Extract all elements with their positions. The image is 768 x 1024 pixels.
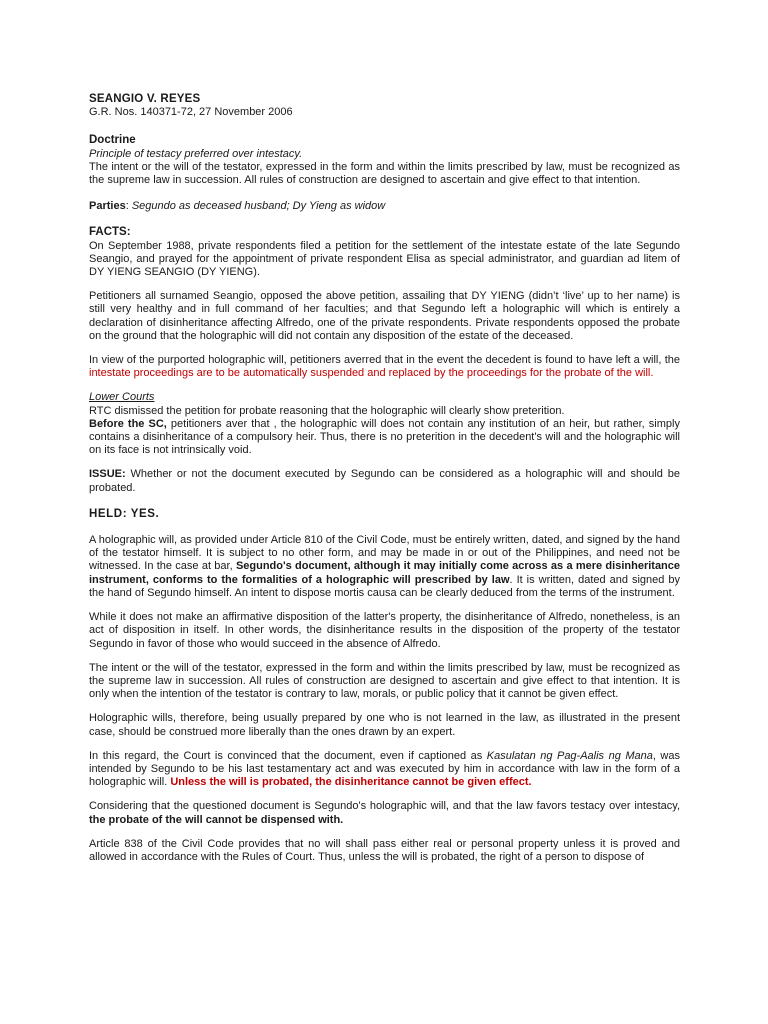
held-p5-document-title: Kasulatan ng Pag-Aalis ng Mana bbox=[486, 749, 653, 762]
facts-paragraph-2: Petitioners all surnamed Seangio, opposed the above petition, assailing that DY YIENG (didn’t ‘live’ up to her name) is still very healthy and in full command of her faculties; and that Segundo left a holographic will which is entirely a declaration of disinheritance affecting Alfredo, one of the private respondents. Private respondents opposed the probate on the ground that the holographic will did not contain any disposition of the estate of the deceased. bbox=[89, 290, 680, 342]
held-p1-emphasis: Segundo's document, although it may initially come across as a mere disinheritance instrument, conforms to the formalities of a holographic will prescribed by law bbox=[89, 560, 681, 586]
doctrine-text: The intent or the will of the testator, expressed in the form and within the limits prescribed by law, must be recognized as the supreme law in succession. All rules of construction are designed to ascertain and give effect to that intention. bbox=[89, 160, 680, 187]
parties-text: Segundo as deceased husband; Dy Yieng as widow bbox=[131, 200, 386, 213]
sc-text: petitioners aver that , the holographic will does not contain any institution of an heir, but rather, simply contains a disinheritance of a compulsory heir. Thus, there is no preterition in the decedent's will and the holographic will on its face is not intrinsically void. bbox=[89, 417, 680, 457]
facts-paragraph-3 bbox=[89, 354, 680, 380]
held-paragraph-4: Holographic wills, therefore, being usually prepared by one who is not learned in the law, as illustrated in the present case, should be construed more liberally than the ones drawn by an expert. bbox=[89, 712, 680, 738]
doctrine-heading: Doctrine bbox=[89, 134, 136, 147]
facts-paragraph-1: On September 1988, private respondents filed a petition for the settlement of the intestate estate of the late Segundo Seangio, and prayed for the appointment of private respondent Elisa as special administrator, and guardian ad litem of DY YIENG SEANGIO (DY YIENG). bbox=[89, 239, 680, 279]
rtc-ruling: RTC dismissed the petition for probate reasoning that the holographic will clearly show preterition. bbox=[89, 404, 565, 417]
lower-courts-heading: Lower Courts bbox=[89, 391, 155, 404]
held-p5-text-mid: , was intended by Segundo to be his last testamentary act and was executed by him in accordance with law in the form of a holographic will. bbox=[89, 749, 680, 789]
held-paragraph-7: Article 838 of the Civil Code provides that no will shall pass either real or personal property unless it is proved and allowed in accordance with the Rules of Court. Thus, unless the will is probated, the right of a person to dispose of bbox=[89, 837, 680, 863]
issue-paragraph bbox=[89, 468, 680, 494]
issue-label: ISSUE: bbox=[89, 468, 126, 481]
held-heading: HELD: YES. bbox=[89, 507, 160, 520]
held-paragraph-2: While it does not make an affirmative disposition of the latter's property, the disinheritance of Alfredo, nonetheless, is an act of disposition in itself. In other words, the disinheritance results in the disposition of the property of the testator Segundo in favor of those who would succeed in the absence of Alfredo. bbox=[89, 611, 680, 650]
held-paragraph-3: The intent or the will of the testator, expressed in the form and within the limits prescribed by law, must be recognized as the supreme law in succession. All rules of construction are designed to ascertain and give effect to that intention. It is only when the intention of the testator is contrary to law, morals, or public policy that it cannot be given effect. bbox=[89, 661, 680, 701]
held-paragraph-5 bbox=[89, 750, 680, 790]
parties-line: Parties: Segundo as deceased husband; Dy Yieng as widow bbox=[89, 200, 386, 213]
case-title: SEANGIO V. REYES bbox=[89, 93, 201, 105]
held-p5-text: In this regard, the Court is convinced that the document, even if captioned as bbox=[89, 749, 487, 762]
facts-heading: FACTS: bbox=[89, 226, 131, 239]
held-p1-text-end: . It is written, dated and signed by the hand of Segundo himself. An intent to dispose mortis causa can be clearly deduced from the terms of the instrument. bbox=[89, 573, 680, 599]
held-p1-text: A holographic will, as provided under Article 810 of the Civil Code, must be entirely written, dated, and signed by the hand of the testator himself. It is subject to no other form, and may be made in or out of the Philippines, and need not be witnessed. In the case at bar, bbox=[89, 534, 680, 573]
facts-p3-highlight: intestate proceedings are to be automatically suspended and replaced by the proceedings for the probate of the will. bbox=[89, 367, 654, 380]
sc-label: Before the SC, bbox=[89, 417, 167, 430]
doctrine-principle: Principle of testacy preferred over intestacy. bbox=[89, 147, 303, 160]
held-p6-emphasis: the probate of the will cannot be dispensed with. bbox=[89, 813, 344, 826]
issue-text: Whether or not the document executed by Segundo can be considered as a holographic will and should be probated. bbox=[89, 468, 680, 494]
held-p5-highlight: Unless the will is probated, the disinheritance cannot be given effect. bbox=[170, 776, 532, 789]
held-p6-text: Considering that the questioned document is Segundo's holographic will, and that the law favors testacy over intestacy, bbox=[89, 800, 680, 813]
case-citation: G.R. Nos. 140371-72, 27 November 2006 bbox=[89, 106, 293, 119]
held-paragraph-1 bbox=[89, 534, 680, 600]
facts-p3-text: In view of the purported holographic will, petitioners averred that in the event the decedent is found to have left a will, the bbox=[89, 354, 680, 367]
sc-paragraph bbox=[89, 418, 680, 458]
parties-label: Parties bbox=[89, 200, 126, 213]
held-paragraph-6 bbox=[89, 800, 680, 826]
